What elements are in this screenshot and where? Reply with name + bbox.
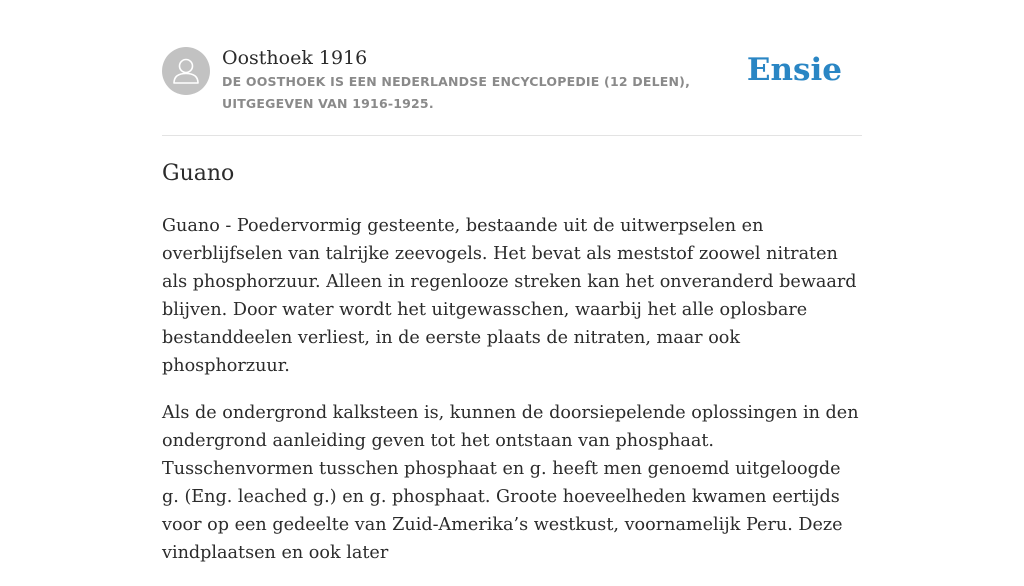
entry-paragraph: Guano - Poedervormig gesteente, bestaande uit de uitwerpselen en overblijfselen van talrijke zeevogels. Het bevat als meststof zoowel nitraten als phosphorzuur. Alleen in regenlooze streken kan het onveranderd bewaard blijven. Door water wordt het uitgewasschen, waarbij het alle oplosbare bestanddeelen verliest, in de eerste plaats de nitraten, maar ook phosphorzuur. — [162, 216, 857, 376]
entry-title: Guano — [162, 161, 235, 186]
source-title[interactable]: Oosthoek 1916 — [222, 47, 368, 69]
entry-paragraph: Als de ondergrond kalksteen is, kunnen de doorsiepelende oplossingen in den ondergrond aanleiding geven tot het ontstaan van phosphaat. Tusschenvormen tusschen phosphaat en g. heeft men genoemd uitgeloogde g. (Eng. leached g.) en g. phosphaat. Groote hoeveelheden kwamen eertijds voor op een gedeelte van Zuid-Amerika’s westkust, voornamelijk Peru. Deze vindplaatsen en ook later — [162, 403, 859, 563]
user-silhouette-icon — [162, 47, 210, 95]
header-divider — [162, 135, 862, 136]
entry-body — [162, 212, 862, 586]
ensie-logo-link[interactable]: Ensie — [746, 52, 842, 88]
source-header — [162, 46, 862, 116]
source-description: DE OOSTHOEK IS EEN NEDERLANDSE ENCYCLOPEDIE (12 DELEN), UITGEGEVEN VAN 1916-1925. — [222, 74, 691, 111]
